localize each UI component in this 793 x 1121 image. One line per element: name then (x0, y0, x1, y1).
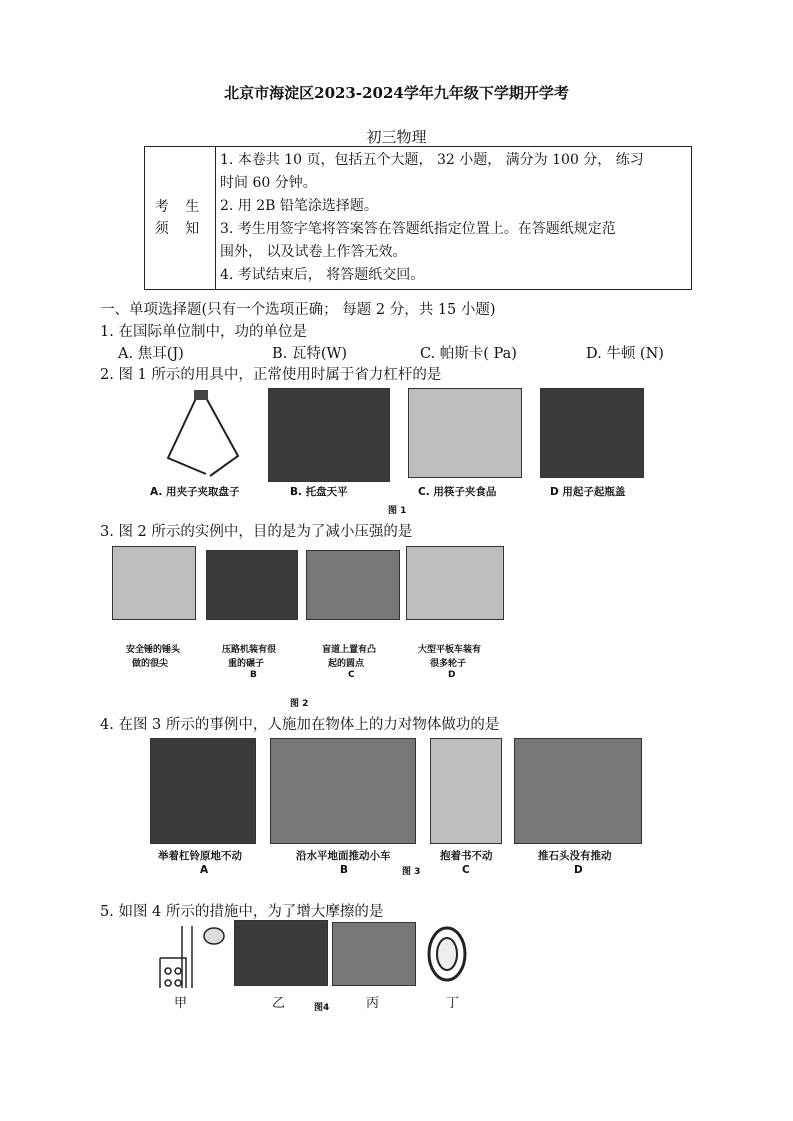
question-3-stem: 3. 图 2 所示的实例中，目的是为了减小压强的是 (100, 524, 413, 540)
notice-line4: 4. 考试结束后， 将答题纸交回。 (220, 267, 425, 283)
balance-photo (268, 388, 390, 482)
q5-caption-yi: 乙 (272, 996, 286, 1011)
q4-caption-b: 沿水平地面推动小车 (296, 850, 391, 862)
question-1-option-a: A. 焦耳(J) (118, 346, 184, 362)
notice-label (145, 147, 216, 290)
q4-caption-d: 推石头没有推动 (538, 850, 612, 862)
q5-caption-ding: 丁 (446, 996, 460, 1011)
q5-caption-bing: 丙 (366, 996, 380, 1011)
q3-caption-b1: 压路机装有很 (222, 645, 277, 655)
question-1-stem: 1. 在国际单位制中，功的单位是 (100, 324, 307, 340)
page-title: 北京市海淀区2023-2024学年九年级下学期开学考 (224, 84, 569, 102)
q4-letter-d: D (574, 864, 583, 876)
bearing-sketch (424, 924, 470, 984)
q3-caption-c1: 盲道上置有凸 (322, 645, 377, 655)
figure-3-label: 图 3 (402, 867, 421, 877)
road-roller-photo (206, 550, 298, 620)
question-5-stem: 5. 如图 4 所示的措施中，为了增大摩擦的是 (100, 904, 384, 920)
holding-book-photo (430, 738, 502, 844)
figure-4-label: 图4 (314, 1003, 330, 1013)
q3-caption-d1: 大型平板车装有 (418, 645, 482, 655)
q4-letter-c: C (462, 864, 470, 876)
q4-caption-c: 抱着书不动 (440, 850, 493, 862)
question-1-option-d: D. 牛顿 (N) (586, 346, 664, 362)
page-subtitle: 初三物理 (366, 128, 427, 146)
tongs-photo (158, 388, 246, 480)
tire-chain-photo (234, 920, 328, 986)
notice-label-line1: 考 生 (154, 199, 206, 215)
ladder-sketch (156, 922, 226, 988)
q3-letter-c: C (348, 670, 355, 680)
question-1-option-c: C. 帕斯卡( Pa) (420, 346, 517, 362)
q3-caption-b2: 重的碾子 (228, 659, 265, 669)
question-1-option-b: B. 瓦特(W) (272, 346, 348, 362)
weightlifter-photo (150, 738, 256, 844)
q2-caption-c: C. 用筷子夹食品 (418, 486, 497, 498)
figure-1-label: 图 1 (388, 506, 407, 516)
notice-line1b: 时间 60 分钟。 (220, 175, 317, 191)
question-4-stem: 4. 在图 3 所示的事例中，人施加在物体上的力对物体做功的是 (100, 717, 500, 733)
q3-letter-d: D (448, 670, 456, 680)
tactile-paving-photo (306, 550, 400, 620)
q2-caption-d: D 用起子起瓶盖 (550, 486, 626, 498)
q3-caption-d2: 很多轮子 (430, 659, 467, 669)
notice-line2: 2. 用 2B 铅笔涂选择题。 (220, 198, 378, 214)
section-heading: 一、单项选择题(只有一个选项正确； 每题 2 分，共 15 小题) (100, 302, 496, 318)
figure-2-label: 图 2 (290, 699, 309, 709)
question-2-stem: 2. 图 1 所示的用具中，正常使用时属于省力杠杆的是 (100, 367, 442, 383)
q3-caption-c2: 起的圆点 (328, 659, 365, 669)
notice-line1: 1. 本卷共 10 页，包括五个大题， 32 小题， 满分为 100 分， 练习 (220, 152, 644, 168)
q3-letter-b: B (250, 670, 257, 680)
q2-caption-b: B. 托盘天平 (290, 486, 348, 498)
notice-line3b: 围外， 以及试卷上作答无效。 (220, 244, 407, 260)
q4-letter-a: A (200, 864, 209, 876)
notice-label-line2: 须 知 (154, 221, 206, 237)
safety-hammer-photo (112, 546, 196, 620)
q3-caption-a1: 安全锤的锤头 (126, 645, 181, 655)
pushing-rock-photo (514, 738, 642, 844)
pushing-cart-photo (270, 738, 416, 844)
notice-content (216, 147, 692, 290)
bottle-opener-photo (540, 388, 644, 478)
q5-caption-jia: 甲 (174, 996, 188, 1011)
q2-caption-a: A. 用夹子夹取盘子 (150, 486, 240, 498)
chopsticks-photo (408, 388, 522, 478)
workers-photo (332, 922, 416, 986)
q4-caption-a: 举着杠铃原地不动 (158, 850, 242, 862)
flatbed-truck-photo (406, 546, 504, 620)
notice-table (144, 146, 692, 290)
notice-line3: 3. 考生用签字笔将答案答在答题纸指定位置上。在答题纸规定范 (220, 221, 616, 237)
q3-caption-a2: 做的很尖 (132, 659, 169, 669)
q4-letter-b: B (340, 864, 349, 876)
